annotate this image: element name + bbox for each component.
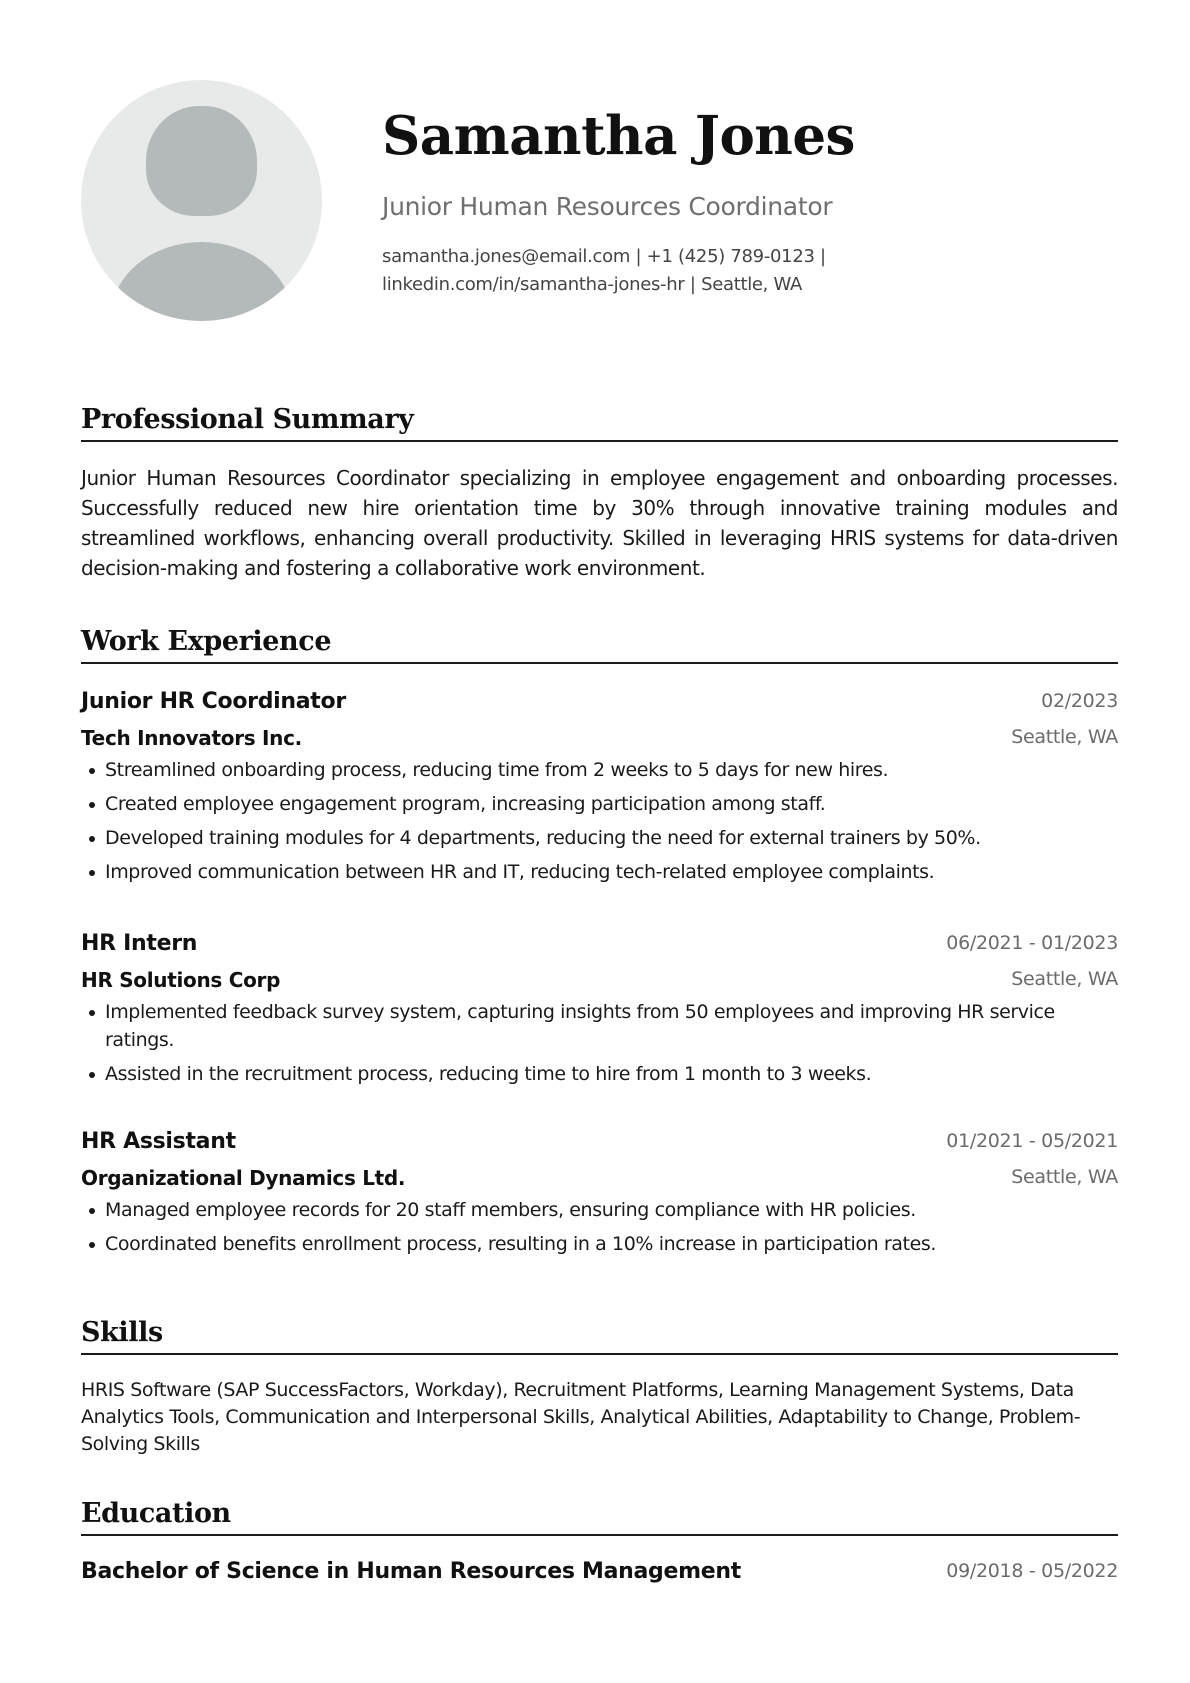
degree-name: Bachelor of Science in Human Resources Management	[81, 1559, 741, 1584]
job-location: Seattle, WA	[1011, 726, 1118, 748]
list-item: Streamlined onboarding process, reducing time from 2 weeks to 5 days for new hires.	[81, 756, 1118, 784]
list-item: Implemented feedback survey system, capturing insights from 50 employees and improving HR service ratings.	[81, 998, 1118, 1054]
experience-heading: Work Experience	[81, 624, 1118, 664]
list-item: Managed employee records for 20 staff members, ensuring compliance with HR policies.	[81, 1196, 1118, 1224]
job-entry	[81, 1124, 1118, 1264]
job-entry	[81, 926, 1118, 1094]
job-company-row	[81, 1160, 1118, 1196]
job-location: Seattle, WA	[1011, 968, 1118, 990]
summary-heading: Professional Summary	[81, 402, 1118, 442]
avatar-head	[146, 106, 257, 216]
skills-text: HRIS Software (SAP SuccessFactors, Workday), Recruitment Platforms, Learning Management Systems, Data Analytics Tools, Communication and Interpersonal Skills, Analytical Abilities, Adaptability to Change, Problem-Solving Skills	[81, 1379, 1081, 1455]
education-entry	[81, 1554, 1118, 1590]
job-bullets	[81, 998, 1118, 1088]
summary-text: Junior Human Resources Coordinator specializing in employee engagement and onboarding processes. Successfully reduced new hire orientation time by 30% through innovative training modules and streamlined workflows, enhancing overall productivity. Skilled in leveraging HRIS systems for data-driven decision-making and fostering a collaborative work environment.	[81, 466, 1118, 580]
list-item: Coordinated benefits enrollment process, resulting in a 10% increase in participation rates.	[81, 1230, 1118, 1258]
list-item: Created employee engagement program, increasing participation among staff.	[81, 790, 1118, 818]
avatar-body	[111, 242, 292, 321]
job-location: Seattle, WA	[1011, 1166, 1118, 1188]
job-header-row	[81, 926, 1118, 962]
job-dates: 06/2021 - 01/2023	[946, 932, 1118, 954]
job-company-row	[81, 962, 1118, 998]
user-silhouette-icon	[81, 80, 322, 321]
job-dates: 02/2023	[1041, 690, 1118, 712]
job-dates: 01/2021 - 05/2021	[946, 1130, 1118, 1152]
job-header-row	[81, 684, 1118, 720]
job-company-row	[81, 720, 1118, 756]
skills-heading: Skills	[81, 1315, 1118, 1355]
job-entry	[81, 684, 1118, 892]
contact-info	[382, 243, 942, 299]
job-role: Junior HR Coordinator	[81, 689, 346, 714]
resume-header	[81, 80, 1118, 324]
education-row	[81, 1554, 1118, 1590]
job-header-row	[81, 1124, 1118, 1160]
list-item: Assisted in the recruitment process, reducing time to hire from 1 month to 3 weeks.	[81, 1060, 1118, 1088]
contact-line-1: samantha.jones@email.com | +1 (425) 789-0123 |	[382, 246, 826, 267]
job-bullets	[81, 756, 1118, 886]
education-dates: 09/2018 - 05/2022	[946, 1560, 1118, 1582]
candidate-title: Junior Human Resources Coordinator	[382, 192, 833, 221]
education-heading: Education	[81, 1496, 1118, 1536]
contact-line-2: linkedin.com/in/samantha-jones-hr | Seattle, WA	[382, 274, 803, 295]
list-item: Developed training modules for 4 departments, reducing the need for external trainers by 50%.	[81, 824, 1118, 852]
job-role: HR Assistant	[81, 1129, 236, 1154]
job-company: Tech Innovators Inc.	[81, 726, 302, 750]
job-company: Organizational Dynamics Ltd.	[81, 1166, 406, 1190]
job-bullets	[81, 1196, 1118, 1258]
list-item: Improved communication between HR and IT, reducing tech-related employee complaints.	[81, 858, 1118, 886]
candidate-name: Samantha Jones	[382, 105, 855, 167]
job-company: HR Solutions Corp	[81, 968, 281, 992]
job-role: HR Intern	[81, 931, 198, 956]
